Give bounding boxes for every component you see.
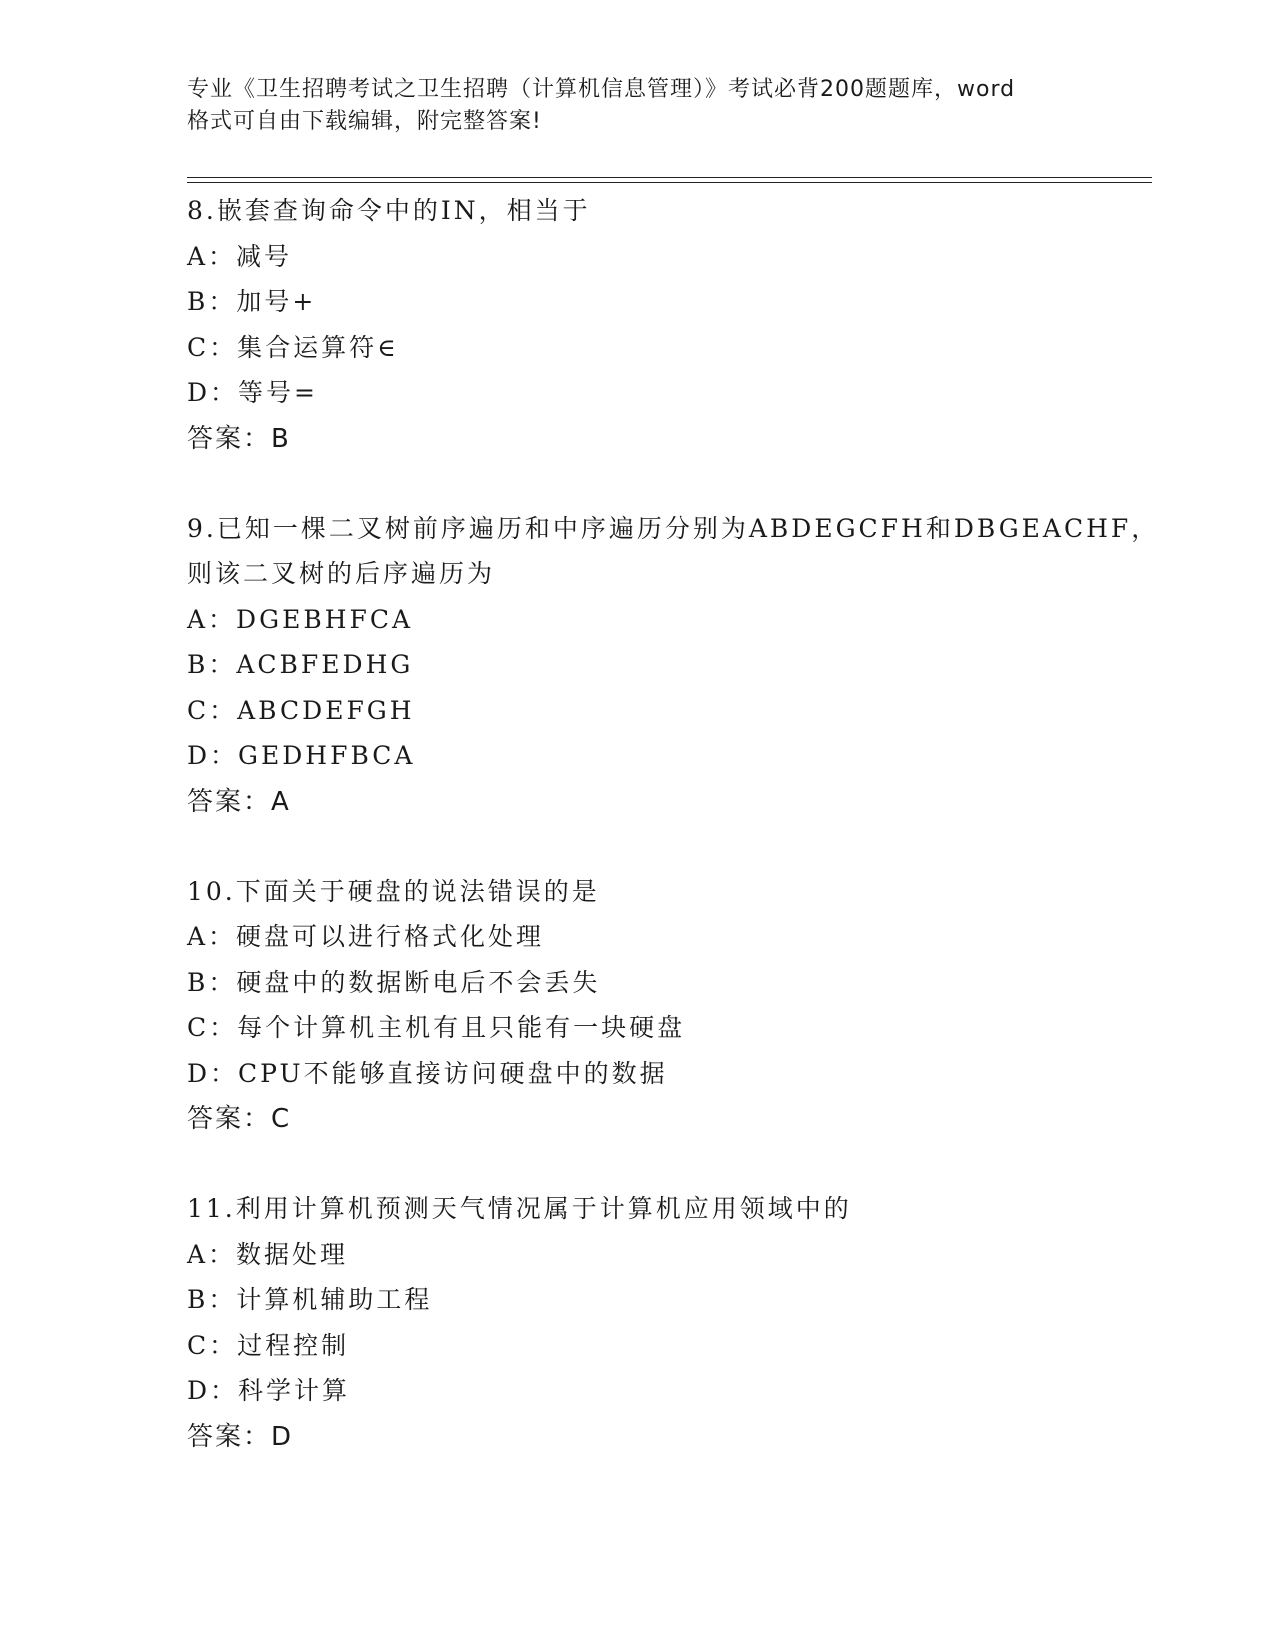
- answer: 答案：C: [187, 1104, 292, 1134]
- header-divider-bottom: [187, 182, 1152, 183]
- question-stem: 10.下面关于硬盘的说法错误的是: [187, 876, 600, 906]
- question-9: [187, 506, 1160, 825]
- answer: 答案：A: [187, 786, 291, 817]
- option-d: D：CPU不能够直接访问硬盘中的数据: [187, 1058, 668, 1088]
- option-b: B：加号+: [187, 287, 317, 316]
- option-b: B：计算机辅助工程: [187, 1285, 433, 1314]
- option-a: A：DGEBHFCA: [187, 604, 414, 634]
- question-list: [187, 188, 1160, 1504]
- header-line-1: 专业《卫生招聘考试之卫生招聘（计算机信息管理）》考试必背200题题库，word: [187, 77, 1016, 102]
- answer: 答案：D: [187, 1421, 294, 1452]
- question-10: [187, 869, 1147, 1143]
- option-b: B：ACBFEDHG: [187, 650, 414, 679]
- option-a: A：数据处理: [187, 1239, 349, 1269]
- option-c: C：过程控制: [187, 1330, 350, 1360]
- option-c: C：每个计算机主机有且只能有一块硬盘: [187, 1013, 686, 1042]
- option-b: B：硬盘中的数据断电后不会丢失: [187, 967, 601, 997]
- question-stem: 11.利用计算机预测天气情况属于计算机应用领域中的: [187, 1194, 852, 1223]
- option-a: A：硬盘可以进行格式化处理: [187, 922, 545, 951]
- question-stem-line-2: 则该二叉树的后序遍历为: [187, 559, 496, 588]
- question-11: [187, 1186, 1147, 1460]
- option-d: D：等号=: [187, 378, 318, 407]
- document-header: [187, 74, 1087, 138]
- header-divider-top: [187, 177, 1152, 178]
- question-8: [187, 188, 1147, 462]
- answer: 答案：B: [187, 423, 291, 454]
- header-line-2: 格式可自由下载编辑，附完整答案!: [187, 109, 542, 134]
- option-a: A：减号: [187, 241, 293, 271]
- option-c: C：集合运算符∈: [187, 332, 399, 362]
- question-stem-line-1: 9.已知一棵二叉树前序遍历和中序遍历分别为ABDEGCFH和DBGEACHF，: [187, 513, 1160, 543]
- question-stem: 8.嵌套查询命令中的IN，相当于: [187, 196, 591, 225]
- option-d: D：科学计算: [187, 1376, 351, 1405]
- option-c: C：ABCDEFGH: [187, 695, 415, 725]
- option-d: D：GEDHFBCA: [187, 741, 416, 770]
